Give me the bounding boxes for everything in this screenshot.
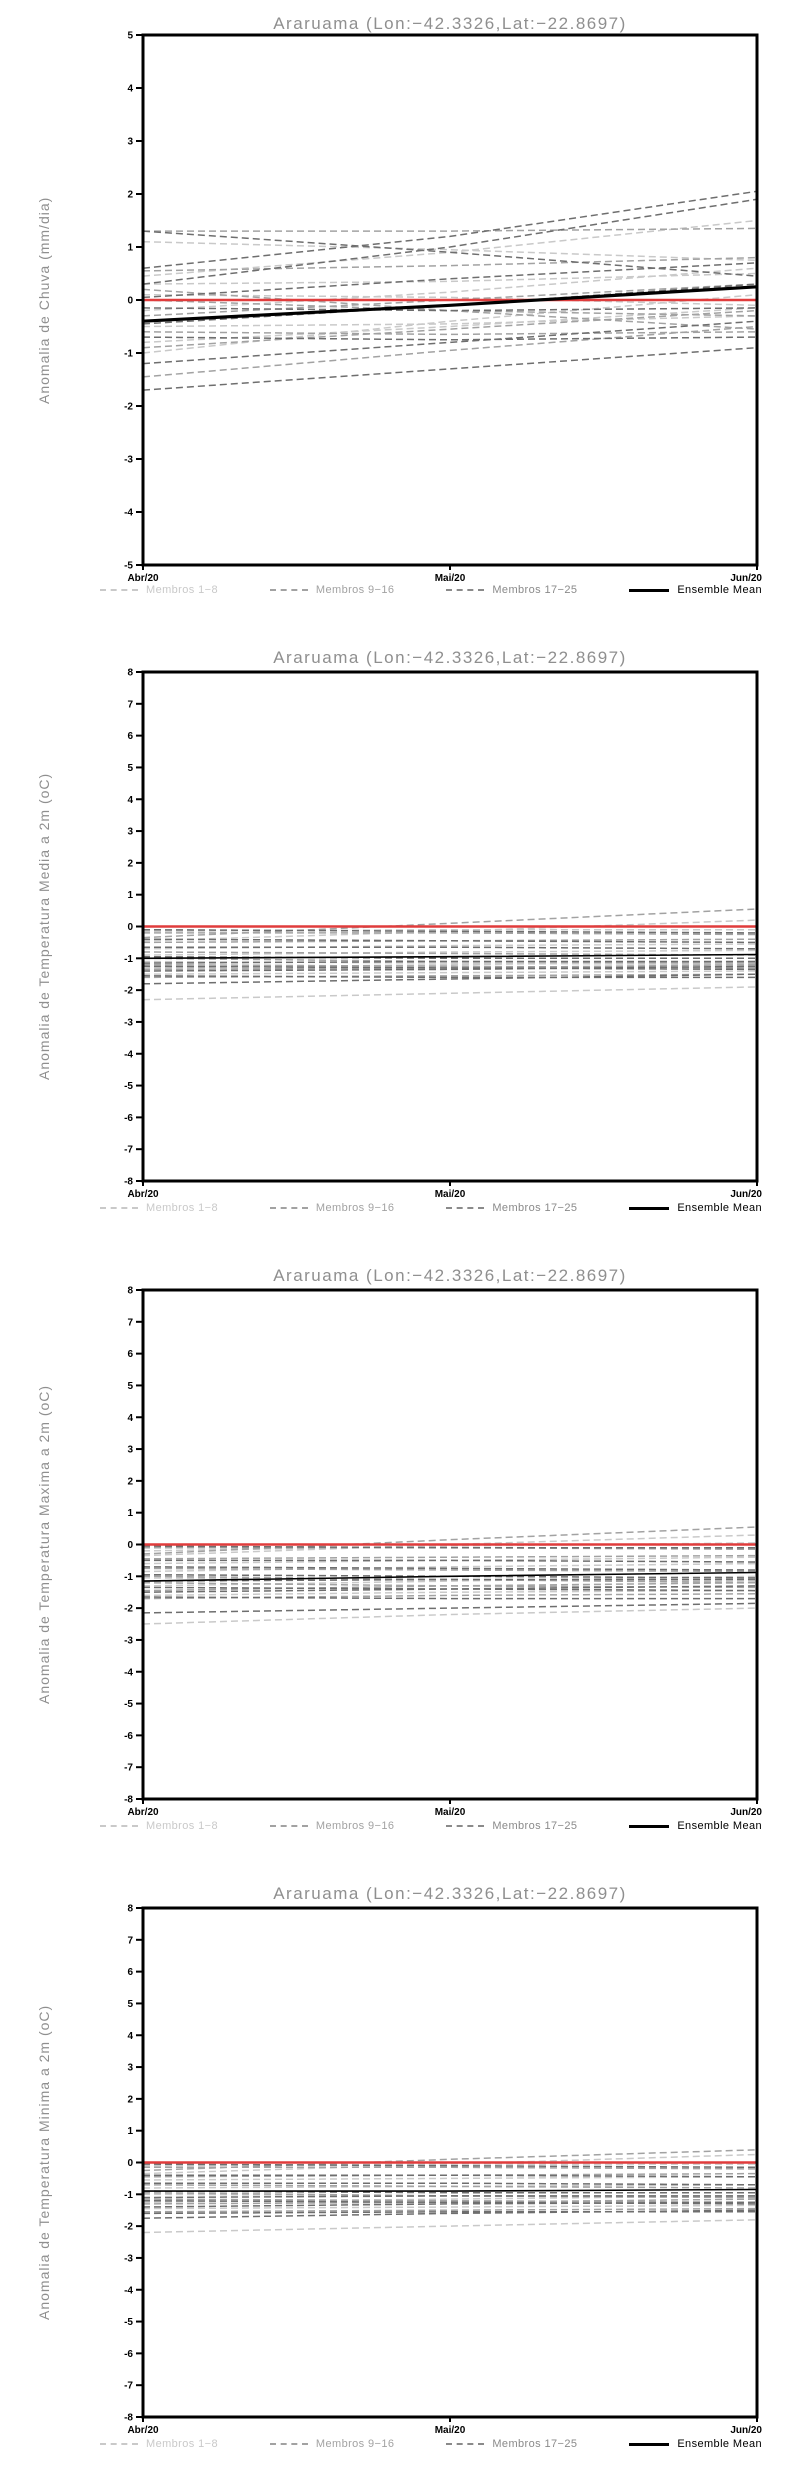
legend — [100, 1202, 762, 1214]
svg-text:4: 4 — [127, 794, 133, 806]
svg-text:-4: -4 — [124, 2285, 133, 2297]
dashed-line-sample — [100, 2443, 138, 2445]
svg-text:3: 3 — [127, 826, 133, 838]
y-axis-label: Anomalia de Temperatura Minima a 2m (oC) — [36, 2004, 52, 2321]
svg-text:-6: -6 — [124, 1730, 133, 1742]
dashed-line-sample — [446, 1207, 484, 1209]
svg-text:1: 1 — [127, 2126, 133, 2138]
svg-text:-8: -8 — [124, 1176, 133, 1188]
legend-item-ensemble-mean — [629, 1202, 762, 1214]
svg-text:0: 0 — [127, 2158, 133, 2169]
svg-text:-4: -4 — [124, 1667, 133, 1679]
legend-label: Membros 9−16 — [315, 1820, 395, 1832]
svg-text:-8: -8 — [124, 1794, 133, 1806]
svg-text:0: 0 — [127, 922, 133, 933]
svg-text:-4: -4 — [124, 507, 133, 519]
svg-text:2: 2 — [127, 2094, 133, 2106]
legend-item-membros-9-16 — [270, 1202, 394, 1214]
svg-text:7: 7 — [127, 1935, 133, 1947]
svg-text:8: 8 — [127, 1903, 133, 1915]
svg-text:-3: -3 — [124, 454, 133, 466]
legend-item-membros-9-16 — [270, 1820, 394, 1832]
dashed-line-sample — [100, 589, 138, 591]
svg-text:1: 1 — [127, 890, 133, 902]
svg-text:8: 8 — [127, 1285, 133, 1297]
legend-item-membros-1-8 — [100, 584, 218, 596]
legend-item-membros-17-25 — [446, 1202, 577, 1214]
legend-label: Membros 1−8 — [146, 1202, 218, 1214]
legend-label: Membros 1−8 — [146, 1820, 218, 1832]
legend-item-ensemble-mean — [629, 2438, 762, 2450]
legend-item-ensemble-mean — [629, 584, 762, 596]
svg-text:7: 7 — [127, 1317, 133, 1329]
svg-text:6: 6 — [127, 731, 133, 743]
svg-text:4: 4 — [127, 2030, 133, 2042]
svg-text:-5: -5 — [124, 1081, 133, 1093]
dashed-line-sample — [270, 589, 308, 591]
legend — [100, 584, 762, 596]
svg-text:-4: -4 — [124, 1049, 133, 1061]
legend-item-membros-9-16 — [270, 2438, 394, 2450]
dashed-line-sample — [270, 1825, 308, 1827]
dashed-line-sample — [100, 1825, 138, 1827]
legend-item-membros-17-25 — [446, 2438, 577, 2450]
solid-line-sample — [629, 1825, 669, 1828]
chart-title: Araruama (Lon:−42.3326,Lat:−22.8697) — [273, 1884, 627, 1903]
y-axis-label: Anomalia de Chuva (mm/dia) — [36, 196, 52, 404]
svg-text:0: 0 — [127, 295, 133, 307]
svg-text:2: 2 — [127, 1476, 133, 1488]
legend-label: Ensemble Mean — [677, 1820, 762, 1832]
svg-text:Mai/20: Mai/20 — [434, 573, 466, 584]
dashed-line-sample — [446, 2443, 484, 2445]
svg-text:-3: -3 — [124, 1635, 133, 1647]
legend — [100, 2438, 762, 2450]
legend-label: Membros 17−25 — [492, 2438, 578, 2450]
svg-text:Jun/20: Jun/20 — [730, 573, 762, 584]
svg-text:-5: -5 — [124, 560, 133, 572]
svg-text:Abr/20: Abr/20 — [127, 2425, 159, 2436]
svg-text:3: 3 — [127, 1444, 133, 1456]
legend — [100, 1820, 762, 1832]
svg-text:-1: -1 — [124, 348, 133, 360]
svg-text:Jun/20: Jun/20 — [730, 1807, 762, 1818]
svg-text:-2: -2 — [124, 401, 133, 413]
svg-text:-3: -3 — [124, 2253, 133, 2265]
svg-text:Mai/20: Mai/20 — [434, 1807, 466, 1818]
svg-text:4: 4 — [127, 1412, 133, 1424]
solid-line-sample — [629, 1207, 669, 1210]
svg-text:5: 5 — [127, 1380, 133, 1392]
svg-text:-5: -5 — [124, 2317, 133, 2329]
svg-text:2: 2 — [127, 189, 133, 201]
svg-text:5: 5 — [127, 762, 133, 774]
plot-area — [0, 1236, 800, 1854]
svg-text:-1: -1 — [124, 2189, 133, 2201]
plot-area — [0, 0, 800, 618]
svg-text:-7: -7 — [124, 2380, 133, 2392]
legend-label: Membros 9−16 — [315, 1202, 395, 1214]
svg-text:Abr/20: Abr/20 — [127, 573, 159, 584]
svg-text:5: 5 — [127, 30, 133, 42]
solid-line-sample — [629, 589, 669, 592]
svg-text:4: 4 — [127, 83, 133, 95]
chart-title: Araruama (Lon:−42.3326,Lat:−22.8697) — [273, 1266, 627, 1285]
svg-text:-8: -8 — [124, 2412, 133, 2424]
svg-text:Jun/20: Jun/20 — [730, 1189, 762, 1200]
dashed-line-sample — [270, 2443, 308, 2445]
svg-text:Abr/20: Abr/20 — [127, 1807, 159, 1818]
mean-temperature-anomaly-chart-panel — [0, 618, 800, 1236]
svg-text:Mai/20: Mai/20 — [434, 2425, 466, 2436]
legend-label: Membros 17−25 — [492, 1202, 578, 1214]
dashed-line-sample — [446, 589, 484, 591]
legend-item-membros-17-25 — [446, 584, 577, 596]
y-axis-label: Anomalia de Temperatura Media a 2m (oC) — [36, 772, 52, 1081]
svg-text:-6: -6 — [124, 2348, 133, 2360]
svg-text:Abr/20: Abr/20 — [127, 1189, 159, 1200]
svg-text:-7: -7 — [124, 1762, 133, 1774]
chart-title: Araruama (Lon:−42.3326,Lat:−22.8697) — [273, 648, 627, 667]
svg-text:1: 1 — [127, 1508, 133, 1520]
svg-text:-3: -3 — [124, 1017, 133, 1029]
svg-text:0: 0 — [127, 1540, 133, 1551]
legend-label: Membros 9−16 — [315, 2438, 395, 2450]
legend-item-membros-1-8 — [100, 1820, 218, 1832]
svg-text:6: 6 — [127, 1967, 133, 1979]
legend-item-membros-9-16 — [270, 584, 394, 596]
svg-text:Mai/20: Mai/20 — [434, 1189, 466, 1200]
y-axis-label: Anomalia de Temperatura Maxima a 2m (oC) — [36, 1384, 52, 1705]
legend-label: Membros 9−16 — [315, 584, 395, 596]
svg-text:-6: -6 — [124, 1112, 133, 1124]
legend-item-membros-17-25 — [446, 1820, 577, 1832]
legend-label: Ensemble Mean — [677, 584, 762, 596]
svg-text:5: 5 — [127, 1998, 133, 2010]
svg-text:6: 6 — [127, 1349, 133, 1361]
legend-label: Membros 1−8 — [146, 2438, 218, 2450]
legend-label: Membros 17−25 — [492, 584, 578, 596]
dashed-line-sample — [446, 1825, 484, 1827]
solid-line-sample — [629, 2443, 669, 2446]
svg-text:-1: -1 — [124, 1571, 133, 1583]
legend-item-ensemble-mean — [629, 1820, 762, 1832]
max-temperature-anomaly-chart-panel — [0, 1236, 800, 1854]
svg-text:-1: -1 — [124, 953, 133, 965]
legend-item-membros-1-8 — [100, 1202, 218, 1214]
min-temperature-anomaly-chart-panel — [0, 1854, 800, 2472]
legend-label: Membros 17−25 — [492, 1820, 578, 1832]
svg-text:2: 2 — [127, 858, 133, 870]
legend-label: Ensemble Mean — [677, 1202, 762, 1214]
svg-text:-2: -2 — [124, 2221, 133, 2233]
legend-label: Ensemble Mean — [677, 2438, 762, 2450]
svg-text:-5: -5 — [124, 1699, 133, 1711]
dashed-line-sample — [270, 1207, 308, 1209]
svg-text:-7: -7 — [124, 1144, 133, 1156]
rain-anomaly-chart-panel — [0, 0, 800, 618]
svg-text:8: 8 — [127, 667, 133, 679]
chart-title: Araruama (Lon:−42.3326,Lat:−22.8697) — [273, 14, 627, 33]
legend-label: Membros 1−8 — [146, 584, 218, 596]
svg-text:7: 7 — [127, 699, 133, 711]
svg-text:1: 1 — [127, 242, 133, 254]
dashed-line-sample — [100, 1207, 138, 1209]
svg-text:-2: -2 — [124, 1603, 133, 1615]
plot-area — [0, 1854, 800, 2472]
legend-item-membros-1-8 — [100, 2438, 218, 2450]
svg-text:Jun/20: Jun/20 — [730, 2425, 762, 2436]
svg-text:3: 3 — [127, 136, 133, 148]
svg-text:-2: -2 — [124, 985, 133, 997]
svg-text:3: 3 — [127, 2062, 133, 2074]
plot-area — [0, 618, 800, 1236]
